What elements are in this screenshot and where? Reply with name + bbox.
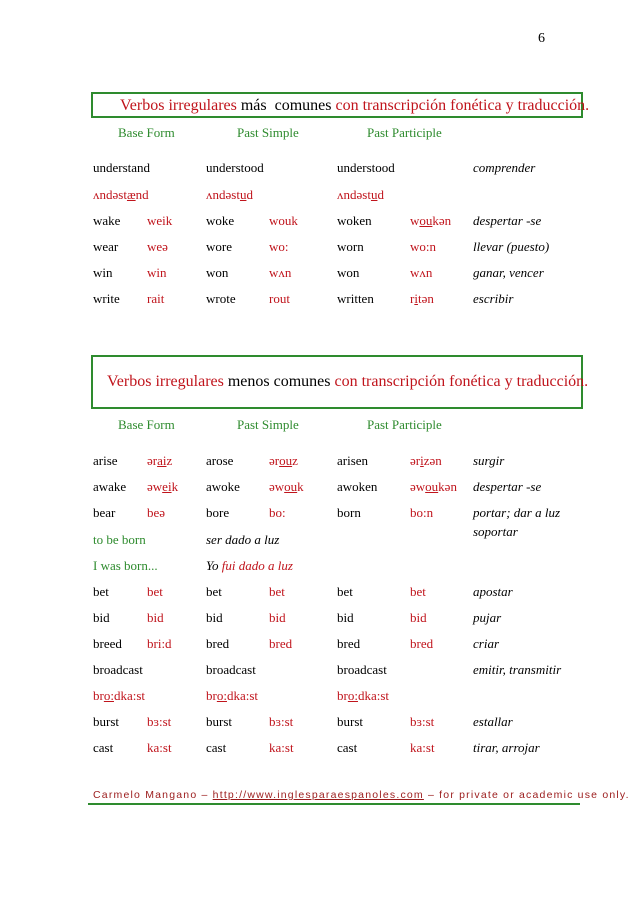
translation: llevar (puesto) xyxy=(473,239,550,254)
section2-headers xyxy=(0,417,638,435)
phon-stress: o: xyxy=(347,688,358,703)
past-phonetic xyxy=(269,453,298,469)
participle-phonetic: wʌn xyxy=(410,265,433,280)
participle-phonetic xyxy=(410,213,451,229)
table-row xyxy=(0,291,638,311)
phon-stress: ou xyxy=(284,479,298,494)
header-past-participle: Past Participle xyxy=(367,125,442,140)
note-english: I was born... xyxy=(93,558,158,573)
past-phonetic xyxy=(269,479,304,495)
phon-part: ʌndəst xyxy=(337,187,371,202)
phon-part: kən xyxy=(432,213,452,228)
phon-stress: ou xyxy=(419,213,433,228)
past-simple: bred xyxy=(206,636,230,651)
table-row xyxy=(0,584,638,604)
translation: comprender xyxy=(473,160,536,175)
table-row xyxy=(0,187,638,207)
past-simple: burst xyxy=(206,714,232,729)
past-participle: burst xyxy=(337,714,363,729)
base-phonetic xyxy=(147,479,178,495)
phon-part: ər xyxy=(147,453,158,468)
past-participle: won xyxy=(337,265,360,280)
participle-phonetic: ka:st xyxy=(410,740,435,755)
base-phonetic xyxy=(93,187,149,203)
participle-phonetic xyxy=(410,291,434,307)
table-row xyxy=(0,505,638,539)
past-phonetic: wo: xyxy=(269,239,289,254)
phon-stress: o: xyxy=(103,688,114,703)
past-participle: understood xyxy=(337,160,395,175)
past-participle: bred xyxy=(337,636,361,651)
table-row xyxy=(0,532,638,552)
base-phonetic: bet xyxy=(147,584,163,599)
phon-part: əw xyxy=(269,479,285,494)
phon-part: zən xyxy=(423,453,442,468)
past-phonetic: bɜ:st xyxy=(269,714,294,729)
phon-part: tən xyxy=(417,291,434,306)
phon-part: z xyxy=(166,453,173,468)
past-phonetic: bid xyxy=(269,610,286,625)
phon-part: r xyxy=(410,291,415,306)
section1-title-red-1: Verbos irregulares xyxy=(120,97,237,114)
phon-part: kən xyxy=(438,479,457,494)
past-participle: cast xyxy=(337,740,358,755)
base-form: wake xyxy=(93,213,121,228)
note-part-red: fui dado a luz xyxy=(221,558,293,573)
section1-title-black: más comunes xyxy=(236,97,336,114)
past-participle: awoken xyxy=(337,479,378,494)
base-form: burst xyxy=(93,714,119,729)
section1-title-red-2: con transcripción fonética y traducción. xyxy=(335,97,590,114)
base-phonetic: weə xyxy=(147,239,168,254)
past-participle: worn xyxy=(337,239,364,254)
past-simple: cast xyxy=(206,740,227,755)
base-phonetic: weik xyxy=(147,213,173,228)
past-simple: bid xyxy=(206,610,223,625)
base-form: bet xyxy=(93,584,109,599)
base-phonetic: beə xyxy=(147,505,166,520)
note-spanish xyxy=(206,558,293,574)
phon-part: k xyxy=(171,479,179,494)
header-past-simple: Past Simple xyxy=(237,125,299,140)
past-phonetic: bet xyxy=(269,584,285,599)
phon-stress: u xyxy=(370,187,378,202)
base-form: broadcast xyxy=(93,662,143,677)
past-simple: arose xyxy=(206,453,234,468)
past-participle: born xyxy=(337,505,361,520)
translation: portar; dar a luz xyxy=(473,505,561,520)
phon-part: br xyxy=(93,688,104,703)
translation: ganar, vencer xyxy=(473,265,544,280)
phon-part: ʌndəst xyxy=(206,187,240,202)
header-base-form: Base Form xyxy=(118,125,175,140)
translation: estallar xyxy=(473,714,513,729)
phon-part: z xyxy=(292,453,298,468)
phon-part: dka:st xyxy=(113,688,146,703)
participle-phonetic xyxy=(410,453,442,469)
phon-stress: o: xyxy=(216,688,227,703)
base-form: bid xyxy=(93,610,110,625)
table-row xyxy=(0,740,638,760)
table-row xyxy=(0,453,638,473)
participle-phonetic: bred xyxy=(410,636,434,651)
base-form: breed xyxy=(93,636,122,651)
past-simple: bet xyxy=(206,584,222,599)
table-row xyxy=(0,688,638,708)
base-phonetic: bɜ:st xyxy=(147,714,172,729)
table-row xyxy=(0,239,638,259)
past-phonetic: rout xyxy=(269,291,290,306)
base-form: write xyxy=(93,291,120,306)
base-form: arise xyxy=(93,453,118,468)
phon-part: ər xyxy=(410,453,421,468)
participle-phonetic xyxy=(337,187,384,203)
table-row xyxy=(0,636,638,656)
past-phonetic: wouk xyxy=(269,213,298,228)
table-row xyxy=(0,610,638,630)
past-phonetic: bred xyxy=(269,636,293,651)
translation: criar xyxy=(473,636,499,651)
translation: emitir, transmitir xyxy=(473,662,562,677)
translation: tirar, arrojar xyxy=(473,740,540,755)
footer-divider xyxy=(88,803,580,805)
past-participle: broadcast xyxy=(337,662,387,677)
section2-title-red-2: con transcripción fonética y traducción. xyxy=(334,373,589,390)
past-simple: broadcast xyxy=(206,662,256,677)
note-part: Yo xyxy=(206,558,222,573)
phon-part: dka:st xyxy=(226,688,259,703)
translation: despertar -se xyxy=(473,479,542,494)
base-form: awake xyxy=(93,479,127,494)
past-participle: woken xyxy=(337,213,372,228)
base-phonetic: rait xyxy=(147,291,165,306)
base-phonetic: bri:d xyxy=(147,636,172,651)
translation: apostar xyxy=(473,584,513,599)
phon-part: ʌndəst xyxy=(93,187,127,202)
past-participle: arisen xyxy=(337,453,369,468)
phon-stress: i xyxy=(420,453,424,468)
header-past-simple: Past Simple xyxy=(237,417,299,432)
note-english: to be born xyxy=(93,532,146,547)
participle-phonetic: bɜ:st xyxy=(410,714,435,729)
base-phonetic: ka:st xyxy=(147,740,172,755)
base-phonetic: win xyxy=(147,265,167,280)
participle-phonetic: bet xyxy=(410,584,426,599)
participle-phonetic xyxy=(410,479,457,495)
translation: despertar -se xyxy=(473,213,542,228)
footer-prefix: Carmelo Mangano – xyxy=(93,789,213,801)
base-form: cast xyxy=(93,740,114,755)
phon-part: w xyxy=(410,213,420,228)
footer-link[interactable]: http://www.inglesparaespanoles.com xyxy=(212,789,424,801)
past-simple: understood xyxy=(206,160,264,175)
base-form: win xyxy=(93,265,113,280)
phon-part: d xyxy=(246,187,253,202)
past-simple: bore xyxy=(206,505,230,520)
section2-title-box xyxy=(91,355,589,409)
phon-stress: ou xyxy=(425,479,439,494)
phon-part: dka:st xyxy=(357,688,390,703)
base-form: understand xyxy=(93,160,151,175)
table-row xyxy=(0,558,638,578)
participle-phonetic: bid xyxy=(410,610,427,625)
translation-line-2: soportar xyxy=(473,524,518,539)
past-phonetic: ka:st xyxy=(269,740,294,755)
table-row xyxy=(0,213,638,233)
phon-stress: æ xyxy=(126,187,136,202)
header-past-participle: Past Participle xyxy=(367,417,442,432)
base-phonetic: bid xyxy=(147,610,164,625)
past-simple: woke xyxy=(206,213,235,228)
section2-title-red-1: Verbos irregulares xyxy=(107,373,224,390)
page-number: 6 xyxy=(538,31,545,46)
phon-stress: i xyxy=(414,291,418,306)
phon-stress: ai xyxy=(157,453,167,468)
phon-part: br xyxy=(206,688,217,703)
participle-phonetic: wo:n xyxy=(410,239,436,254)
note-spanish: ser dado a luz xyxy=(206,532,280,547)
phon-part: nd xyxy=(135,187,149,202)
section2-title-black: menos comunes xyxy=(223,373,335,390)
phon-part: br xyxy=(337,688,348,703)
past-participle: bid xyxy=(337,610,354,625)
section1-headers xyxy=(0,125,638,143)
participle-phonetic xyxy=(337,688,389,704)
past-phonetic: bo: xyxy=(269,505,286,520)
phon-stress: ei xyxy=(162,479,172,494)
phon-part: k xyxy=(297,479,304,494)
phon-stress: ou xyxy=(279,453,293,468)
participle-phonetic: bo:n xyxy=(410,505,434,520)
past-phonetic xyxy=(206,688,258,704)
past-simple: wore xyxy=(206,239,232,254)
table-row xyxy=(0,662,638,682)
phon-stress: u xyxy=(239,187,247,202)
translation: pujar xyxy=(473,610,502,625)
past-participle: bet xyxy=(337,584,353,599)
phon-part: ər xyxy=(269,453,280,468)
table-row xyxy=(0,714,638,734)
base-form: wear xyxy=(93,239,119,254)
translation: escribir xyxy=(473,291,514,306)
table-row xyxy=(0,479,638,499)
past-participle: written xyxy=(337,291,374,306)
past-phonetic: wʌn xyxy=(269,265,292,280)
translation: surgir xyxy=(473,453,505,468)
base-phonetic xyxy=(93,688,145,704)
section1-title-box xyxy=(91,92,590,118)
table-row xyxy=(0,265,638,285)
phon-part: əw xyxy=(147,479,163,494)
table-row xyxy=(0,160,638,180)
footer-suffix: – for private or academic use only. xyxy=(423,789,630,801)
footer xyxy=(93,789,630,801)
phon-part: əw xyxy=(410,479,426,494)
header-base-form: Base Form xyxy=(118,417,175,432)
past-simple: won xyxy=(206,265,229,280)
base-phonetic xyxy=(147,453,172,469)
past-simple: awoke xyxy=(206,479,240,494)
past-phonetic xyxy=(206,187,253,203)
phon-part: d xyxy=(377,187,384,202)
base-form: bear xyxy=(93,505,116,520)
past-simple: wrote xyxy=(206,291,236,306)
